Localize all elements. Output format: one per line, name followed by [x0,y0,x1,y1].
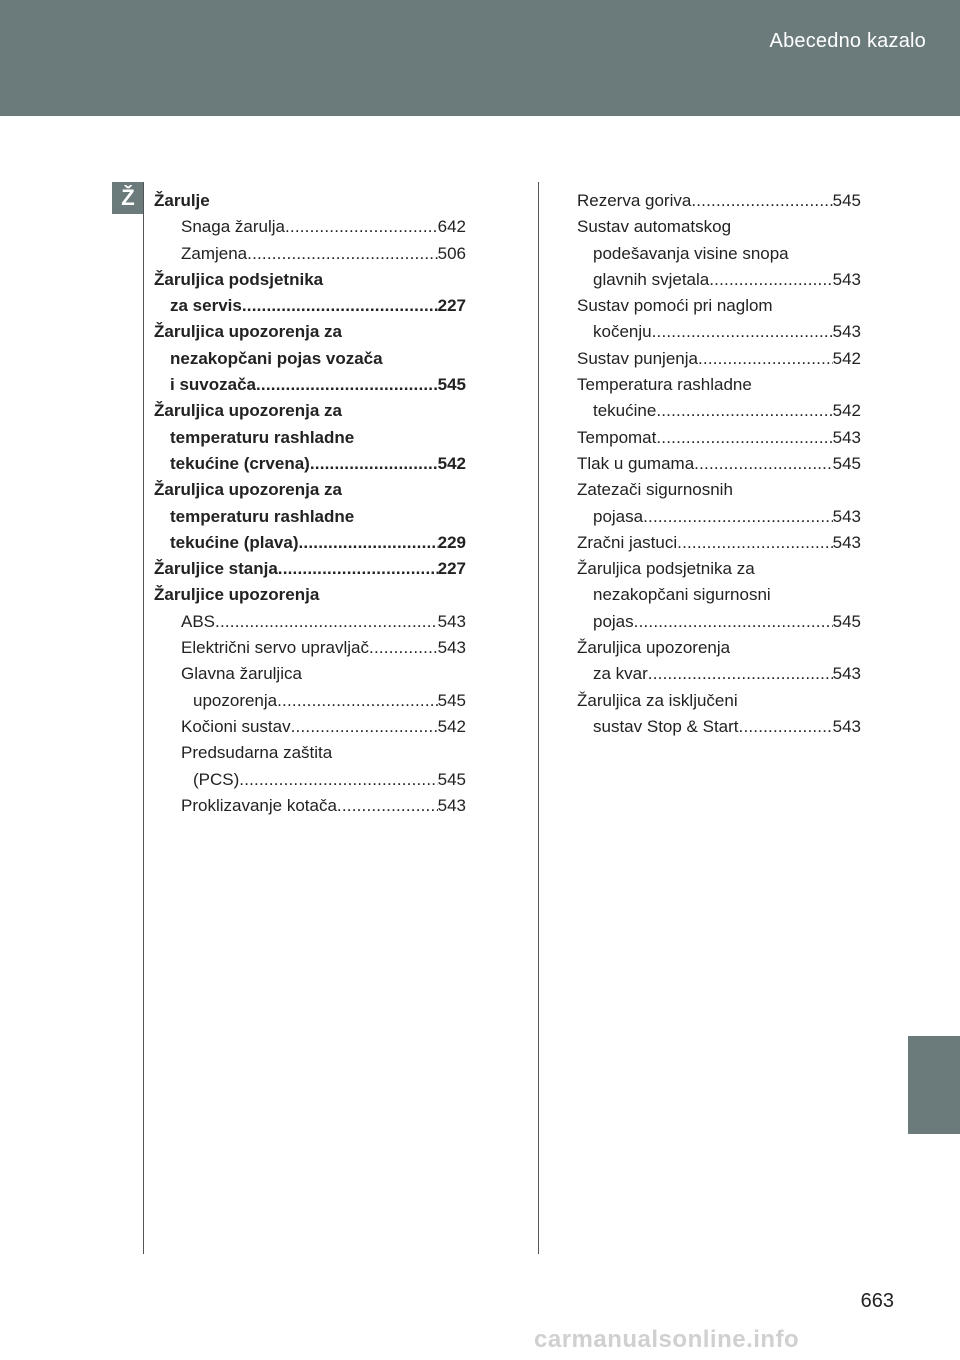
dot-leader [285,214,438,240]
index-entry-text: Žaruljica podsjetnika za [577,559,755,579]
index-entry-page: 545 [832,191,861,210]
index-entry-text: nezakopčani sigurnosni [593,585,771,605]
index-entry [577,530,861,556]
watermark: carmanualsonline.info [534,1326,800,1353]
index-entry [154,319,466,345]
index-entry [577,688,861,714]
index-entry-page: 543 [832,269,861,289]
index-entry-page: 542 [832,401,861,421]
index-entry [154,661,466,687]
index-entry [577,425,861,451]
index-entry-page: 229 [437,532,466,552]
index-entry [154,241,466,267]
index-entry [577,504,861,530]
index-entry-page: 543 [832,716,861,736]
index-column-right [577,188,861,740]
index-entry [154,372,466,398]
index-entry [577,293,861,319]
index-entry-text: Zamjena [181,243,248,263]
index-entry-text: Temperatura rashladne [577,375,752,395]
index-entry-page: 545 [437,769,466,789]
index-entry-text: temperaturu rashladne [170,506,355,526]
index-entry-text: (PCS) [193,769,240,789]
index-entry-page: 545 [437,375,466,395]
dot-leader [278,556,438,582]
index-entry-text: tekućine [593,401,657,421]
page-header [0,0,960,116]
dot-leader [656,425,832,451]
page-number: 663 [860,1290,894,1312]
index-entry-text: i suvozača [170,375,256,395]
index-entry [577,346,861,372]
dot-leader [242,293,438,319]
index-entry [154,451,466,477]
index-entry-text: Žaruljice upozorenja [154,585,320,605]
index-entry-text: Žaruljica upozorenja za [154,401,342,421]
index-entry-page: 227 [437,559,466,579]
index-entry-text: Žaruljica upozorenja [577,638,731,658]
dot-leader [277,688,438,714]
index-entry-text: Žarulje [154,191,210,210]
dot-leader [337,793,438,819]
index-entry [577,372,861,398]
dot-leader [369,635,438,661]
index-entry-text: Tlak u gumama [577,453,695,473]
index-entry [577,556,861,582]
index-entry-page: 543 [832,506,861,526]
index-entry-text: Žaruljice stanja [154,559,278,579]
index-entry [577,661,861,687]
dot-leader [739,714,833,740]
index-entry-page: 543 [832,427,861,447]
index-entry [577,451,861,477]
index-entry-text: Rezerva goriva [577,191,692,210]
index-entry [154,267,466,293]
index-entry-text: za servis [170,296,242,316]
index-entry-text: tekućine (crvena) [170,453,310,473]
dot-leader [648,661,833,687]
index-entry-text: Električni servo upravljač [181,638,370,658]
index-entry [577,214,861,240]
index-entry-text: za kvar [593,664,648,684]
index-entry-text: Žaruljica za isključeni [577,690,738,710]
index-entry-text: ABS [181,611,216,631]
index-entry-text: upozorenja [193,690,278,710]
index-entry-text: Sustav punjenja [577,348,698,368]
left-column-rule [143,182,144,1254]
dot-leader [256,372,438,398]
index-entry-text: temperaturu rashladne [170,427,355,447]
index-entry [154,214,466,240]
index-entry [154,582,466,608]
index-entry [154,477,466,503]
index-entry [154,346,466,372]
index-entry-text: Tempomat [577,427,657,447]
index-entry-text: nezakopčani pojas vozača [170,348,383,368]
index-entry-text: Žaruljica podsjetnika [154,269,324,289]
index-entry-text: pojas [593,611,634,631]
index-column-left [154,188,466,819]
index-entry [577,267,861,293]
index-entry [154,793,466,819]
index-entry [154,504,466,530]
index-entry [577,635,861,661]
index-entry-page: 545 [437,690,466,710]
index-entry-text: Sustav pomoći pri naglom [577,296,773,316]
index-entry-text: Glavna žaruljica [181,664,302,684]
index-entry-text: Predsudarna zaštita [181,743,333,763]
index-entry [154,767,466,793]
dot-leader [247,241,437,267]
index-entry-text: Žaruljica upozorenja za [154,322,342,342]
index-entry-text: Proklizavanje kotača [181,795,337,815]
index-entry [154,635,466,661]
index-entry [154,609,466,635]
index-entry-page: 506 [437,243,466,263]
index-entry-page: 542 [437,453,466,473]
index-entry-page: 543 [437,795,466,815]
section-letter-badge: Ž [112,182,144,214]
index-entry-text: Zračni jastuci [577,532,678,552]
index-entry [154,740,466,766]
dot-leader [677,530,832,556]
index-entry-page: 543 [437,638,466,658]
index-entry [154,556,466,582]
index-entry-text: Kočioni sustav [181,716,291,736]
index-entry [154,188,466,214]
index-entry-page: 543 [437,611,466,631]
index-entry [577,188,861,214]
dot-leader [215,609,438,635]
index-entry-page: 543 [832,664,861,684]
index-entry-text: Snaga žarulja [181,217,285,237]
index-entry [577,477,861,503]
dot-leader [691,188,832,214]
header-title: Abecedno kazalo [769,30,926,52]
index-entry-text: tekućine (plava) [170,532,299,552]
index-entry-text: Sustav automatskog [577,217,732,237]
column-divider [538,182,539,1254]
dot-leader [239,767,437,793]
dot-leader [299,530,438,556]
index-entry-page: 543 [832,532,861,552]
side-index-tab [908,1036,960,1134]
index-entry [577,582,861,608]
index-entry [154,714,466,740]
dot-leader [310,451,438,477]
dot-leader [694,451,832,477]
index-entry [154,688,466,714]
index-entry [154,398,466,424]
index-entry-page: 542 [832,348,861,368]
index-entry [154,425,466,451]
index-entry-text: podešavanja visine snopa [593,243,789,263]
index-entry-text: Žaruljica upozorenja za [154,480,342,500]
dot-leader [291,714,438,740]
index-entry [577,609,861,635]
dot-leader [634,609,833,635]
index-entry-text: pojasa [593,506,644,526]
index-entry-page: 545 [832,453,861,473]
index-entry-text: sustav Stop & Start [593,716,739,736]
index-entry-text: glavnih svjetala [593,269,710,289]
index-entry-page: 545 [832,611,861,631]
dot-leader [709,267,832,293]
index-entry-page: 543 [832,322,861,342]
index-entry [577,241,861,267]
dot-leader [656,398,832,424]
dot-leader [643,504,833,530]
index-entry-text: kočenju [593,322,652,342]
index-entry [577,319,861,345]
index-entry [577,398,861,424]
index-entry [577,714,861,740]
index-entry-text: Zatezači sigurnosnih [577,480,733,500]
dot-leader [698,346,833,372]
index-entry [154,293,466,319]
index-entry-page: 542 [437,716,466,736]
index-entry-page: 642 [437,217,466,237]
index-entry-page: 227 [437,296,466,316]
index-entry [154,530,466,556]
dot-leader [652,319,833,345]
